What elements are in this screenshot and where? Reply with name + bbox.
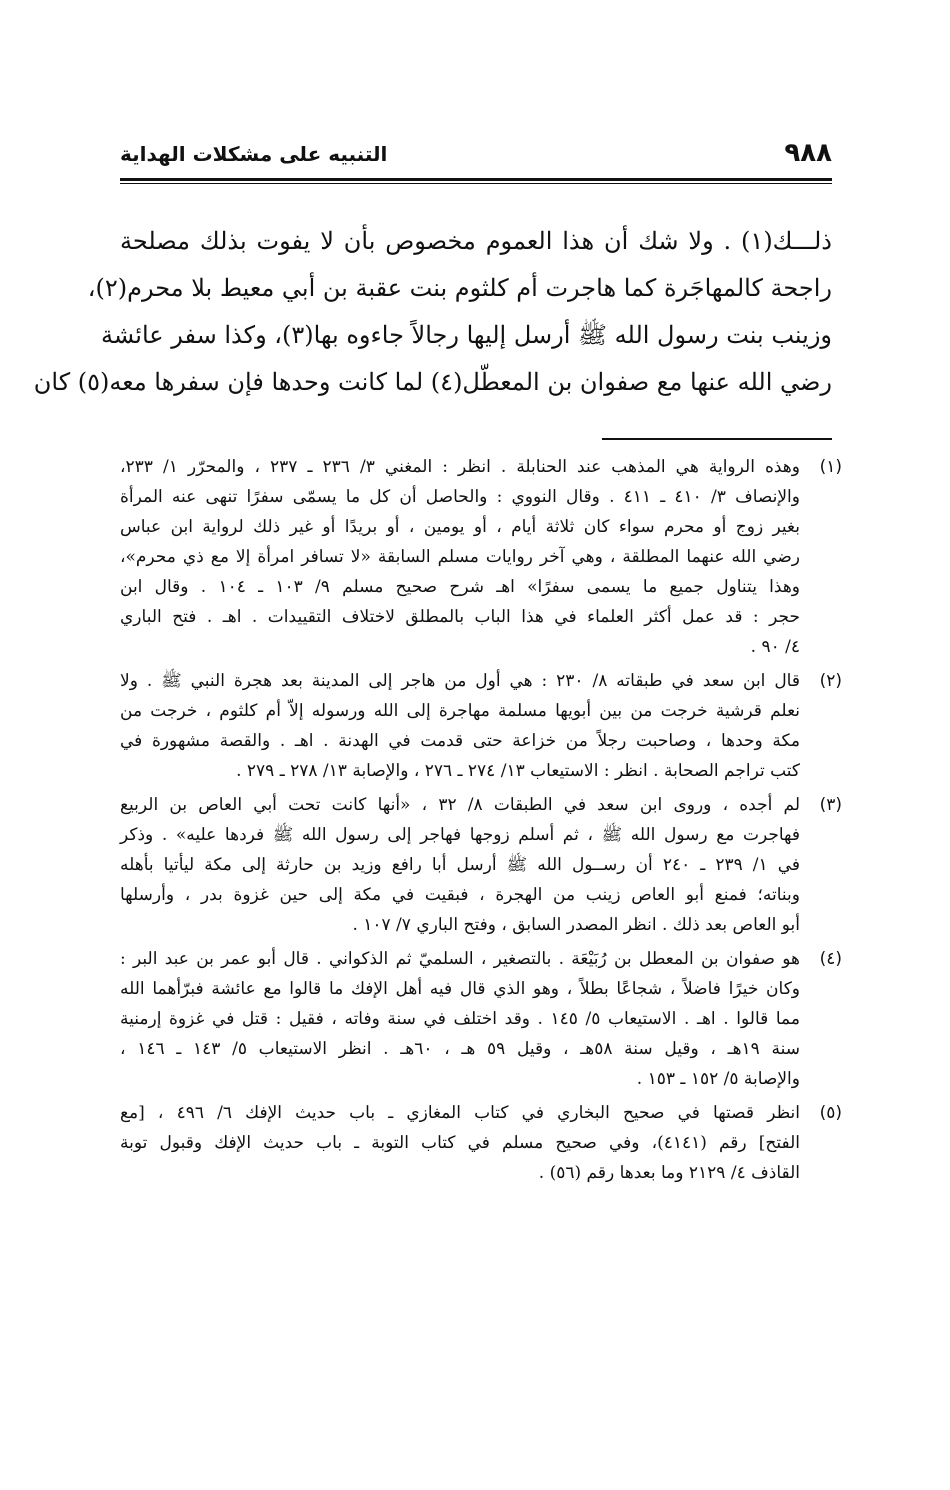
body-line: وزينب بنت رسول الله ﷺ أرسل إليها رجالاً جاءوه بها(٣)، وكذا سفر عائشة [101, 321, 832, 349]
footnote-line: بغير زوج أو محرم سواء كان ثلاثة أيام ، أو يومين ، أو بريدًا أو غير ذلك لرواية ابن عباس [120, 517, 800, 537]
page-header [120, 138, 832, 172]
footnote-number: (٢) [819, 671, 842, 691]
footnotes [120, 452, 842, 1192]
footnote-line: الفتح] رقم (٤١٤١)، وفي صحيح مسلم في كتاب التوبة ـ باب حديث الإفك وقبول توبة [120, 1133, 800, 1153]
footnote-line: وهذه الرواية هي المذهب عند الحنابلة . انظر : المغني ٣/ ٢٣٦ ـ ٢٣٧ ، والمحرّر ١/ ٢٣٣، [120, 457, 800, 477]
footnote-line: نعلم قرشية خرجت من بين أبويها مسلمة مهاجرة إلى الله ورسوله إلاّ أم كلثوم ، خرجت من [120, 701, 800, 721]
footnote-line: فهاجرت مع رسول الله ﷺ ، ثم أسلم زوجها فهاجر إلى رسول الله ﷺ فردها عليه» . وذكر [120, 825, 800, 845]
footnote-4 [120, 944, 842, 1094]
footnote-line: سنة ١٩هـ ، وقيل سنة ٥٨هـ ، وقيل ٥٩ هـ ، ٦٠هـ . انظر الاستيعاب ٥/ ١٤٣ ـ ١٤٦ ، [120, 1039, 801, 1059]
footnote-number: (١) [819, 457, 842, 477]
footnote-line: القاذف ٤/ ٢١٢٩ وما بعدها رقم (٥٦) . [538, 1163, 800, 1183]
page-number: ٩٨٨ [784, 138, 832, 168]
footnote-3 [120, 790, 842, 940]
body-line: ذلـــك(١) . ولا شك أن هذا العموم مخصوص بأن لا يفوت بذلك مصلحة [120, 227, 832, 255]
footnote-line: مكة وحدها ، وصاحبت رجلاً من خزاعة حتى قدمت في الهدنة . اهـ . والقصة مشهورة في [120, 731, 800, 751]
footnote-number: (٤) [819, 949, 842, 969]
footnote-line: في ١/ ٢٣٩ ـ ٢٤٠ أن رســول الله ﷺ أرسل أبا رافع وزيد بن حارثة إلى مكة ليأتيا بأهله [120, 855, 801, 875]
running-title: التنبيه على مشكلات الهداية [120, 142, 388, 166]
footnote-line: حجر : قد عمل أكثر العلماء في هذا الباب بالمطلق لاختلاف التقييدات . اهـ . فتح الباري [120, 607, 800, 627]
footnote-line: مما قالوا . اهـ . الاستيعاب ٥/ ١٤٥ . وقد اختلف في سنة وفاته ، فقيل : قتل في غزوة إرمنية [120, 1009, 800, 1029]
body-line: رضي الله عنها مع صفوان بن المعطّل(٤) لما كانت وحدها فإن سفرها معه(٥) كان [33, 368, 832, 396]
header-rule-thin [120, 183, 832, 184]
footnote-line: وهذا يتناول جميع ما يسمى سفرًا» اهـ شرح صحيح مسلم ٩/ ١٠٣ ـ ١٠٤ . وقال ابن [120, 577, 800, 597]
footnote-line: رضي الله عنهما المطلقة ، وهي آخر روايات مسلم السابقة «لا تسافر امرأة إلا مع ذي محرم»، [120, 547, 800, 567]
footnote-5 [120, 1098, 842, 1188]
footnote-line: قال ابن سعد في طبقاته ٨/ ٢٣٠ : هي أول من هاجر إلى المدينة بعد هجرة النبي ﷺ . ولا [120, 671, 800, 691]
footnote-line: أبو العاص بعد ذلك . انظر المصدر السابق ، وفتح الباري ٧/ ١٠٧ . [352, 915, 800, 935]
footnote-line: لم أجده ، وروى ابن سعد في الطبقات ٨/ ٣٢ ، «أنها كانت تحت أبي العاص بن الربيع [120, 795, 800, 815]
footnote-line: والإنصاف ٣/ ٤١٠ ـ ٤١١ . وقال النووي : والحاصل أن كل ما يسمّى سفرًا تنهى عنه المرأة [120, 487, 800, 507]
footnote-line: ٤/ ٩٠ . [750, 637, 800, 657]
footnote-line: كتب تراجم الصحابة . انظر : الاستيعاب ١٣/ ٢٧٤ ـ ٢٧٦ ، والإصابة ١٣/ ٢٧٨ ـ ٢٧٩ . [236, 761, 800, 781]
footnote-1 [120, 452, 842, 662]
footnote-separator [602, 438, 832, 440]
footnote-number: (٥) [819, 1103, 842, 1123]
footnote-line: وبناته؛ فمنع أبو العاص زينب من الهجرة ، فبقيت في مكة إلى حين غزوة بدر ، وأرسلها [120, 885, 800, 905]
footnote-line: هو صفوان بن المعطل بن رُبَيْعَة . بالتصغير ، السلميّ ثم الذكواني . قال أبو عمر بن عبد البر : [120, 949, 800, 969]
header-rule-thick [120, 178, 832, 181]
footnote-line: انظر قصتها في صحيح البخاري في كتاب المغازي ـ باب حديث الإفك ٦/ ٤٩٦ ، [مع [120, 1103, 800, 1123]
body-line: راجحة كالمهاجَرة كما هاجرت أم كلثوم بنت عقبة بن أبي معيط بلا محرم(٢)، [87, 274, 832, 302]
footnote-2 [120, 666, 842, 786]
footnote-number: (٣) [819, 795, 842, 815]
main-text [33, 218, 832, 406]
footnote-line: وكان خيرًا فاضلاً ، شجاعًا بطلاً ، وهو الذي قال فيه أهل الإفك ما قالوا مع عائشة فبرّأهما الله [120, 979, 800, 999]
footnote-line: والإصابة ٥/ ١٥٢ ـ ١٥٣ . [636, 1069, 800, 1089]
